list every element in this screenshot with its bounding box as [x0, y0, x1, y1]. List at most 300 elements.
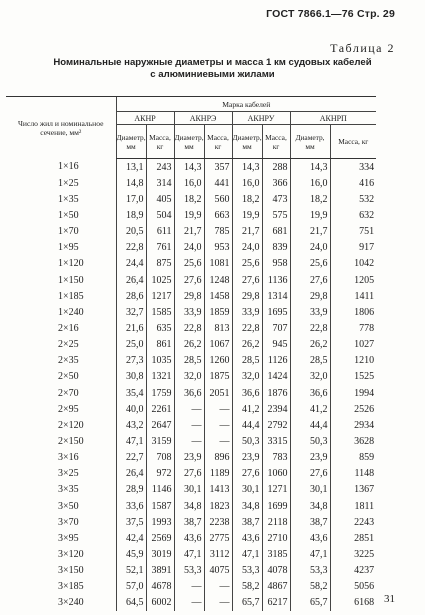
table-cell: 36,6 [232, 385, 262, 401]
table-row [6, 224, 376, 240]
table-cell: 1271 [262, 482, 290, 498]
table-cell: 27,6 [232, 272, 262, 288]
table-cell: 5056 [330, 579, 376, 595]
row-label: 2×150 [58, 435, 84, 447]
table-cell: 334 [330, 159, 376, 176]
subcolumn-header: Масса, кг [204, 125, 232, 159]
table-cell: 30,1 [174, 482, 204, 498]
table-cell: 4678 [146, 579, 174, 595]
table-cell: 1126 [262, 353, 290, 369]
table-cell: 2569 [146, 530, 174, 546]
table-row [6, 450, 376, 466]
table-row [6, 272, 376, 288]
table-cell: 1210 [330, 353, 376, 369]
table-cell: 25,6 [174, 256, 204, 272]
table-cell: 24,4 [116, 256, 146, 272]
table-cell: 17,0 [116, 191, 146, 207]
table-cell: 35,4 [116, 385, 146, 401]
table-row [6, 433, 376, 449]
table-cell: 2394 [262, 401, 290, 417]
table-cell: 4078 [262, 563, 290, 579]
table-cell: 1413 [204, 482, 232, 498]
table-row [6, 498, 376, 514]
table-cell: 1067 [204, 337, 232, 353]
table-cell: 2243 [330, 514, 376, 530]
page-number: 31 [384, 593, 395, 605]
table-cell: 42,4 [116, 530, 146, 546]
table-cell: 2647 [146, 417, 174, 433]
table-cell: 38,7 [232, 514, 262, 530]
table-cell: 6002 [146, 595, 174, 611]
table-row [6, 530, 376, 546]
table-cell: 839 [262, 240, 290, 256]
row-label: 1×120 [58, 258, 84, 270]
cable-table [6, 96, 376, 611]
table-cell: 24,0 [232, 240, 262, 256]
subcolumn-header: Диаметр, мм [116, 125, 146, 159]
table-cell: 1699 [262, 498, 290, 514]
table-cell: 1859 [204, 304, 232, 320]
table-cell: 3225 [330, 546, 376, 562]
table-cell: 27,6 [290, 272, 330, 288]
brand-header: АКНРУ [232, 112, 290, 125]
table-cell: 22,8 [174, 320, 204, 336]
table-cell: 23,9 [290, 450, 330, 466]
table-cell: 1424 [262, 369, 290, 385]
table-cell: 3315 [262, 433, 290, 449]
table-cell: 28,5 [232, 353, 262, 369]
table-cell: 30,8 [116, 369, 146, 385]
table-cell: 1205 [330, 272, 376, 288]
table-cell: 36,6 [290, 385, 330, 401]
table-cell: 896 [204, 450, 232, 466]
row-label: 2×35 [58, 355, 79, 367]
table-cell: 14,3 [290, 159, 330, 176]
table-cell: 1876 [262, 385, 290, 401]
table-cell: — [204, 595, 232, 611]
table-cell: 24,0 [290, 240, 330, 256]
table-cell: 19,9 [232, 207, 262, 223]
table-cell: 1993 [146, 514, 174, 530]
table-cell: 43,6 [290, 530, 330, 546]
table-cell: 38,7 [290, 514, 330, 530]
table-cell: 1875 [204, 369, 232, 385]
table-cell: 1367 [330, 482, 376, 498]
table-row [6, 417, 376, 433]
row-label: 3×150 [58, 565, 84, 577]
table-cell: 33,9 [174, 304, 204, 320]
subcolumn-header: Масса, кг [146, 125, 174, 159]
table-cell: 761 [146, 240, 174, 256]
table-cell: 41,2 [290, 401, 330, 417]
table-cell: 1695 [262, 304, 290, 320]
table-cell: 25,6 [290, 256, 330, 272]
table-cell: 785 [204, 224, 232, 240]
table-cell: 47,1 [116, 433, 146, 449]
row-label: 3×35 [58, 484, 79, 496]
table-cell: 38,7 [174, 514, 204, 530]
table-cell: 27,6 [174, 272, 204, 288]
table-cell: 50,3 [290, 433, 330, 449]
table-cell: 47,1 [232, 546, 262, 562]
table-row [6, 546, 376, 562]
table-cell: 47,1 [174, 546, 204, 562]
table-cell: 611 [146, 224, 174, 240]
row-label: 1×16 [58, 161, 79, 173]
table-row [6, 579, 376, 595]
table-cell: 953 [204, 240, 232, 256]
table-cell: 34,8 [232, 498, 262, 514]
table-cell: 29,8 [232, 288, 262, 304]
table-cell: 504 [146, 207, 174, 223]
table-cell: 4075 [204, 563, 232, 579]
row-label: 2×25 [58, 339, 79, 351]
table-row [6, 288, 376, 304]
table-cell: 1994 [330, 385, 376, 401]
row-label: 3×240 [58, 597, 84, 609]
row-label: 2×70 [58, 387, 79, 399]
table-cell: 2792 [262, 417, 290, 433]
table-cell: 1027 [330, 337, 376, 353]
row-label: 3×95 [58, 532, 79, 544]
table-cell: 44,4 [290, 417, 330, 433]
table-row [6, 385, 376, 401]
table-cell: 40,0 [116, 401, 146, 417]
table-cell: — [174, 417, 204, 433]
table-cell: 1081 [204, 256, 232, 272]
table-cell: 1806 [330, 304, 376, 320]
table-cell: 53,3 [174, 563, 204, 579]
table-cell: 2934 [330, 417, 376, 433]
table-cell: 441 [204, 175, 232, 191]
table-row [6, 466, 376, 482]
table-cell: 32,0 [232, 369, 262, 385]
table-cell: — [204, 417, 232, 433]
table-cell: 37,5 [116, 514, 146, 530]
table-cell: 28,9 [116, 482, 146, 498]
table-cell: 1585 [146, 304, 174, 320]
table-cell: — [174, 433, 204, 449]
table-cell: 1458 [204, 288, 232, 304]
table-cell: 2851 [330, 530, 376, 546]
table-cell: 27,3 [116, 353, 146, 369]
table-cell: 663 [204, 207, 232, 223]
table-cell: 1248 [204, 272, 232, 288]
row-label: 1×25 [58, 177, 79, 189]
table-cell: 16,0 [290, 175, 330, 191]
table-cell: 23,9 [232, 450, 262, 466]
table-cell: — [204, 579, 232, 595]
table-cell: 3112 [204, 546, 232, 562]
row-label: 1×150 [58, 274, 84, 286]
table-cell: 532 [330, 191, 376, 207]
row-label: 3×16 [58, 452, 79, 464]
table-cell: 22,8 [232, 320, 262, 336]
table-cell: 19,9 [290, 207, 330, 223]
table-row [6, 482, 376, 498]
table-cell: — [174, 579, 204, 595]
table-cell: 34,8 [174, 498, 204, 514]
table-row [6, 401, 376, 417]
table-cell: 30,1 [232, 482, 262, 498]
table-cell: 288 [262, 159, 290, 176]
table-row [6, 369, 376, 385]
table-cell: 36,6 [174, 385, 204, 401]
table-cell: 14,3 [174, 159, 204, 176]
table-cell: 21,7 [232, 224, 262, 240]
row-label: 3×185 [58, 581, 84, 593]
table-cell: 22,8 [116, 240, 146, 256]
row-label: 1×50 [58, 209, 79, 221]
table-cell: — [174, 595, 204, 611]
row-label: 1×70 [58, 226, 79, 238]
table-cell: 18,9 [116, 207, 146, 223]
table-cell: 26,4 [116, 466, 146, 482]
table-cell: 43,2 [116, 417, 146, 433]
table-cell: 1146 [146, 482, 174, 498]
table-cell: 3019 [146, 546, 174, 562]
table-cell: 53,3 [290, 563, 330, 579]
table-cell: 1525 [330, 369, 376, 385]
table-cell: 16,0 [232, 175, 262, 191]
table-cell: 917 [330, 240, 376, 256]
table-cell: 1136 [262, 272, 290, 288]
table-cell: 30,1 [290, 482, 330, 498]
table-cell: 28,6 [116, 288, 146, 304]
table-cell: 1321 [146, 369, 174, 385]
table-cell: 65,7 [290, 595, 330, 611]
table-cell: 708 [146, 450, 174, 466]
table-title-line-2: с алюминиевыми жилами [150, 69, 275, 80]
table-cell: 972 [146, 466, 174, 482]
row-label: 2×50 [58, 371, 79, 383]
table-cell: 859 [330, 450, 376, 466]
table-cell: 24,0 [174, 240, 204, 256]
table-cell: 1811 [330, 498, 376, 514]
table-cell: 29,8 [290, 288, 330, 304]
table-cell: 2238 [204, 514, 232, 530]
row-label: 1×95 [58, 242, 79, 254]
subcolumn-header: Диаметр, мм [290, 125, 330, 159]
table-row [6, 353, 376, 369]
table-cell: 635 [146, 320, 174, 336]
table-cell: 1042 [330, 256, 376, 272]
table-cell: 25,6 [232, 256, 262, 272]
table-cell: 50,3 [232, 433, 262, 449]
table-cell: 32,7 [116, 304, 146, 320]
table-cell: 813 [204, 320, 232, 336]
table-cell: 1260 [204, 353, 232, 369]
table-cell: 560 [204, 191, 232, 207]
table-cell: 26,4 [116, 272, 146, 288]
table-cell: 778 [330, 320, 376, 336]
table-cell: 53,3 [232, 563, 262, 579]
row-label: 2×16 [58, 322, 79, 334]
table-cell: 57,0 [116, 579, 146, 595]
table-cell: 22,7 [116, 450, 146, 466]
table-cell: 43,6 [232, 530, 262, 546]
table-cell: 44,4 [232, 417, 262, 433]
table-row [6, 207, 376, 223]
table-row [6, 191, 376, 207]
table-cell: 4237 [330, 563, 376, 579]
subcolumn-header: Диаметр, мм [174, 125, 204, 159]
table-cell: 6217 [262, 595, 290, 611]
table-cell: 25,0 [116, 337, 146, 353]
table-cell: 27,6 [174, 466, 204, 482]
brand-header: АКНРЭ [174, 112, 232, 125]
table-row [6, 256, 376, 272]
table-cell: 3891 [146, 563, 174, 579]
table-cell: 1759 [146, 385, 174, 401]
table-cell: 958 [262, 256, 290, 272]
table-cell: 22,8 [290, 320, 330, 336]
running-head: ГОСТ 7866.1—76 Стр. 29 [266, 8, 395, 20]
table-cell: 1035 [146, 353, 174, 369]
table-cell: 1314 [262, 288, 290, 304]
table-cell: 26,2 [232, 337, 262, 353]
table-cell: 945 [262, 337, 290, 353]
table-cell: 6168 [330, 595, 376, 611]
table-row [6, 304, 376, 320]
table-cell: 243 [146, 159, 174, 176]
table-cell: 3628 [330, 433, 376, 449]
table-cell: 473 [262, 191, 290, 207]
table-title [20, 57, 405, 81]
brand-header: АКНРП [290, 112, 376, 125]
table-cell: 27,6 [232, 466, 262, 482]
table-cell: 875 [146, 256, 174, 272]
table-row [6, 320, 376, 336]
table-cell: 1148 [330, 466, 376, 482]
table-cell: 3185 [262, 546, 290, 562]
table-cell: 2051 [204, 385, 232, 401]
table-cell: 33,9 [232, 304, 262, 320]
table-cell: 19,9 [174, 207, 204, 223]
table-cell: 751 [330, 224, 376, 240]
row-label: 1×240 [58, 306, 84, 318]
table-cell: 681 [262, 224, 290, 240]
table-cell: 45,9 [116, 546, 146, 562]
row-label: 3×120 [58, 548, 84, 560]
table-cell: 783 [262, 450, 290, 466]
table-cell: 1411 [330, 288, 376, 304]
row-label: 2×120 [58, 419, 84, 431]
table-cell: 21,6 [116, 320, 146, 336]
table-cell: 16,0 [174, 175, 204, 191]
table-cell: 2526 [330, 401, 376, 417]
table-cell: 632 [330, 207, 376, 223]
table-cell: — [204, 433, 232, 449]
table-cell: 23,9 [174, 450, 204, 466]
subcolumn-header: Диаметр, мм [232, 125, 262, 159]
table-cell: 14,8 [116, 175, 146, 191]
table-cell: 2710 [262, 530, 290, 546]
table-cell: 32,0 [174, 369, 204, 385]
table-cell: 33,9 [290, 304, 330, 320]
subcolumn-header: Масса, кг [262, 125, 290, 159]
table-cell: 2118 [262, 514, 290, 530]
table-cell: 1060 [262, 466, 290, 482]
table-cell: 18,2 [174, 191, 204, 207]
table-cell: 13,1 [116, 159, 146, 176]
row-label: 3×25 [58, 468, 79, 480]
table-cell: 1587 [146, 498, 174, 514]
table-cell: 4867 [262, 579, 290, 595]
table-cell: 26,2 [290, 337, 330, 353]
table-cell: 1217 [146, 288, 174, 304]
table-cell: 64,5 [116, 595, 146, 611]
subcolumn-header: Масса, кг [330, 125, 376, 159]
table-cell: 366 [262, 175, 290, 191]
table-cell: 34,8 [290, 498, 330, 514]
row-label: 2×95 [58, 403, 79, 415]
row-label: 3×50 [58, 500, 79, 512]
table-row [6, 175, 376, 191]
stub-header: Число жил и номинальное сечение, мм² [6, 97, 116, 159]
table-cell: 3159 [146, 433, 174, 449]
table-cell: 707 [262, 320, 290, 336]
table-cell: — [174, 401, 204, 417]
table-cell: 1025 [146, 272, 174, 288]
table-cell: 33,6 [116, 498, 146, 514]
table-cell: 41,2 [232, 401, 262, 417]
table-row [6, 337, 376, 353]
table-cell: 18,2 [290, 191, 330, 207]
table-cell: 405 [146, 191, 174, 207]
table-cell: 28,5 [174, 353, 204, 369]
table-cell: 314 [146, 175, 174, 191]
table-cell: — [204, 401, 232, 417]
table-cell: 47,1 [290, 546, 330, 562]
table-cell: 861 [146, 337, 174, 353]
table-cell: 65,7 [232, 595, 262, 611]
table-label: Таблица 2 [330, 41, 395, 55]
row-label: 3×70 [58, 516, 79, 528]
table-cell: 29,8 [174, 288, 204, 304]
table-cell: 18,2 [232, 191, 262, 207]
table-cell: 416 [330, 175, 376, 191]
table-cell: 27,6 [290, 466, 330, 482]
table-cell: 575 [262, 207, 290, 223]
table-cell: 58,2 [232, 579, 262, 595]
table-row [6, 159, 376, 176]
row-label: 1×185 [58, 290, 84, 302]
table-cell: 28,5 [290, 353, 330, 369]
table-cell: 1823 [204, 498, 232, 514]
table-cell: 357 [204, 159, 232, 176]
table-title-line-1: Номинальные наружные диаметры и масса 1 км судовых кабелей [53, 57, 372, 68]
table-cell: 20,5 [116, 224, 146, 240]
table-cell: 2775 [204, 530, 232, 546]
table-cell: 32,0 [290, 369, 330, 385]
table-cell: 26,2 [174, 337, 204, 353]
table-row [6, 563, 376, 579]
table-body [6, 159, 376, 611]
table-cell: 21,7 [290, 224, 330, 240]
table-cell: 58,2 [290, 579, 330, 595]
table-row [6, 514, 376, 530]
row-label: 1×35 [58, 193, 79, 205]
brand-header: АКНР [116, 112, 174, 125]
table-cell: 14,3 [232, 159, 262, 176]
table-row [6, 240, 376, 256]
table-cell: 52,1 [116, 563, 146, 579]
table-row [6, 595, 376, 611]
table-cell: 2261 [146, 401, 174, 417]
brand-group-header: Марка кабелей [116, 97, 376, 112]
table-cell: 43,6 [174, 530, 204, 546]
